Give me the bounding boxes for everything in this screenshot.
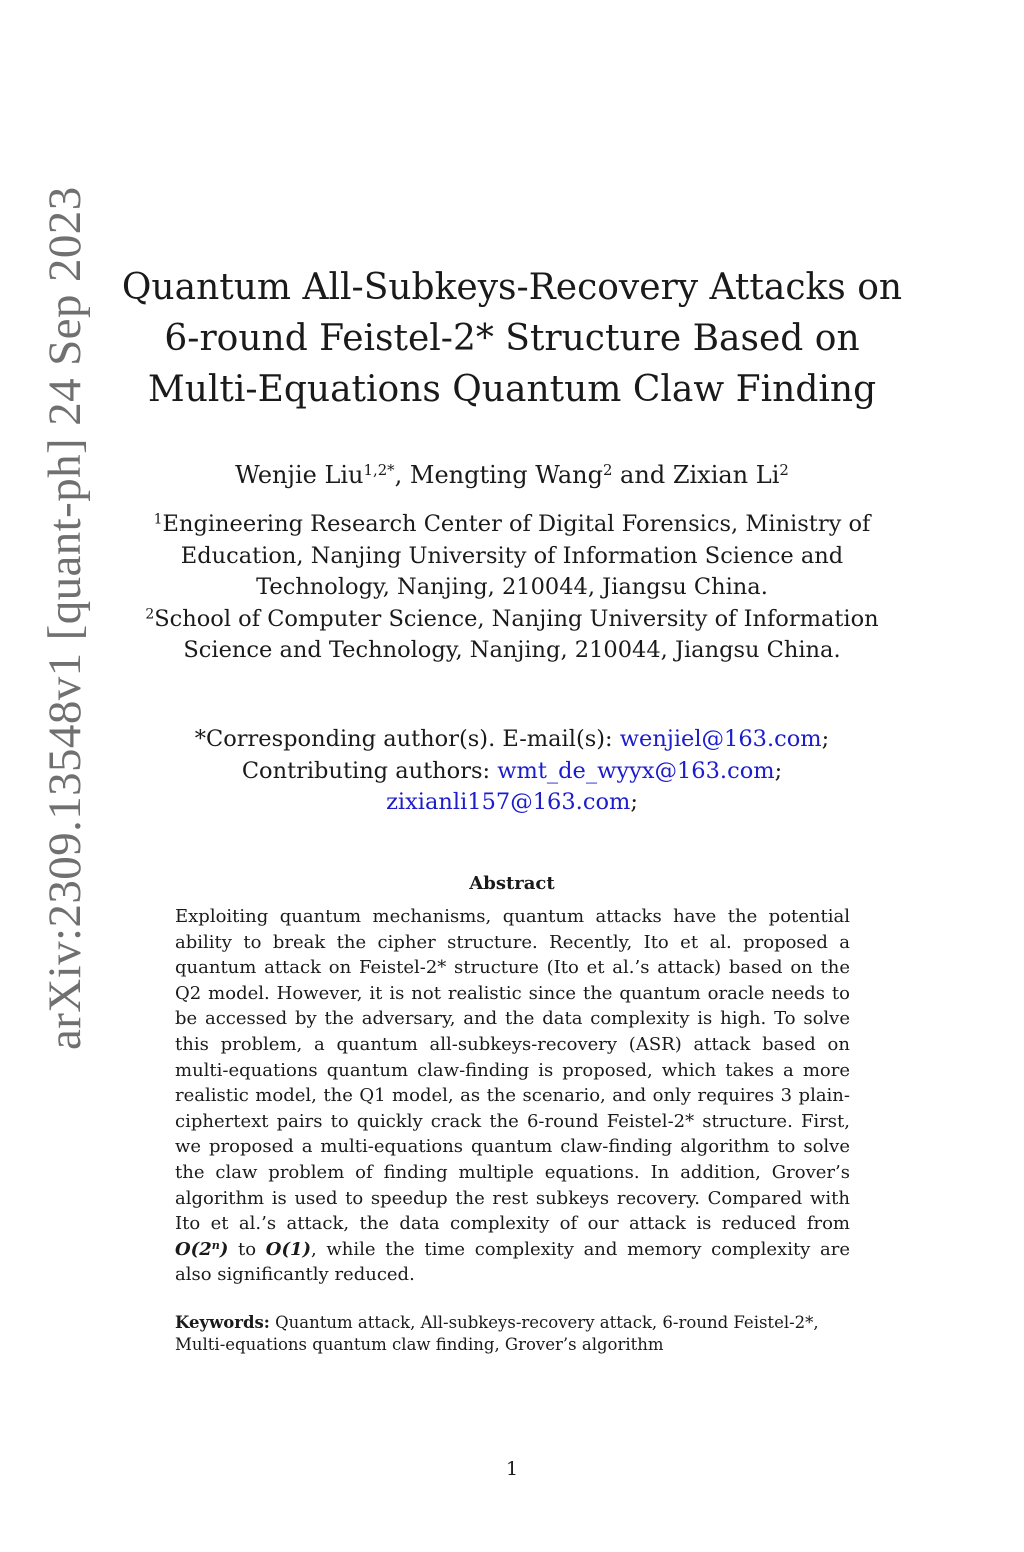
affiliation-2-line: Science and Technology, Nanjing, 210044, Jiangsu China. [183, 637, 841, 663]
corresponding-label: *Corresponding author(s). E-mail(s): [194, 726, 620, 752]
arxiv-identifier: arXiv:2309.13548v1 [quant-ph] 24 Sep 2023 [39, 186, 91, 1050]
keywords-label: Keywords: [175, 1313, 270, 1332]
author-separator: , [394, 461, 410, 489]
contributing-authors-line-2 [110, 787, 914, 819]
complexity-from-formula [175, 1239, 228, 1260]
affiliation-2-line [110, 604, 914, 636]
title-line-1: Quantum All-Subkeys-Recovery Attacks on [121, 267, 903, 308]
formula-exponent: n [211, 1238, 220, 1252]
formula-part: O(2 [175, 1238, 212, 1260]
contributing-email-link-1[interactable]: wmt_de_wyyx@163.com [497, 757, 775, 784]
abstract-text: , while the time complexity and memory complexity are also significantly reduced. [175, 1238, 850, 1286]
affiliation-mark: 2 [145, 605, 155, 622]
author-affiliation-mark: 2 [602, 460, 613, 479]
affiliations [110, 509, 914, 667]
author-list [110, 459, 914, 491]
keywords [175, 1312, 855, 1356]
author-affiliation-mark: 2 [779, 460, 789, 479]
author-affiliation-mark: 1,2* [363, 460, 395, 479]
author-separator: and [612, 461, 673, 489]
contact-info [110, 724, 914, 819]
affiliation-mark: 1 [153, 511, 163, 528]
title-line-3: Multi-Equations Quantum Claw Finding [147, 369, 877, 410]
affiliation-text: Engineering Research Center of Digital Forensics, Ministry of [162, 511, 871, 537]
punctuation: ; [821, 726, 830, 752]
corresponding-author-line [110, 724, 914, 756]
contributing-authors-line [110, 756, 914, 788]
paper-title [110, 262, 914, 415]
punctuation: ; [774, 757, 783, 784]
corresponding-email-link[interactable]: wenjiel@163.com [619, 726, 822, 752]
contributing-label: Contributing authors: [241, 757, 498, 784]
abstract-body [175, 904, 850, 1288]
keywords-text: Quantum attack, All-subkeys-recovery attack, 6-round Feistel-2*, Multi-equations quantum claw finding, Grover’s algorithm [175, 1313, 819, 1354]
author-name: Mengting Wang [409, 461, 603, 489]
author-name: Wenjie Liu [235, 461, 364, 489]
affiliation-1-line: Technology, Nanjing, 210044, Jiangsu China. [256, 574, 768, 600]
formula-part: ) [219, 1238, 229, 1260]
affiliation-text: School of Computer Science, Nanjing University of Information [154, 605, 879, 632]
affiliation-1-line [110, 509, 914, 541]
page-number: 1 [505, 1458, 519, 1480]
contributing-email-link-2[interactable]: zixianli157@163.com [386, 789, 631, 815]
punctuation: ; [630, 789, 638, 815]
author-name: Zixian Li [672, 461, 780, 489]
title-line-2: 6-round Feistel-2* Structure Based on [164, 318, 860, 359]
abstract-heading: Abstract [469, 873, 555, 894]
abstract-text: Exploiting quantum mechanisms, quantum attacks have the potential ability to break the cipher structure. Recently, Ito et al. proposed a quantum attack on Feistel-2* structure (Ito et al.’s attack) based on the Q2 model. However, it is not realistic since the quantum oracle needs to be accessed by the adversary, and the data complexity is high. To solve this problem, a quantum all-subkeys-recovery (ASR) attack based on multi-equations quantum claw-finding is proposed, which takes a more realistic model, the Q1 model, as the scenario, and only requires 3 plain-ciphertext pairs to quickly crack the 6-round Feistel-2* structure. First, we proposed a multi-equations quantum claw-finding algorithm to solve the claw problem of finding multiple equations. In addition, Grover’s algorithm is used to speedup the rest subkeys recovery. Compared with Ito et al.’s attack, the data complexity of our attack is reduced from [175, 906, 850, 1235]
complexity-to-formula: O(1) [265, 1238, 312, 1260]
abstract-text: to [228, 1238, 266, 1260]
affiliation-1-line: Education, Nanjing University of Information Science and [180, 542, 844, 569]
